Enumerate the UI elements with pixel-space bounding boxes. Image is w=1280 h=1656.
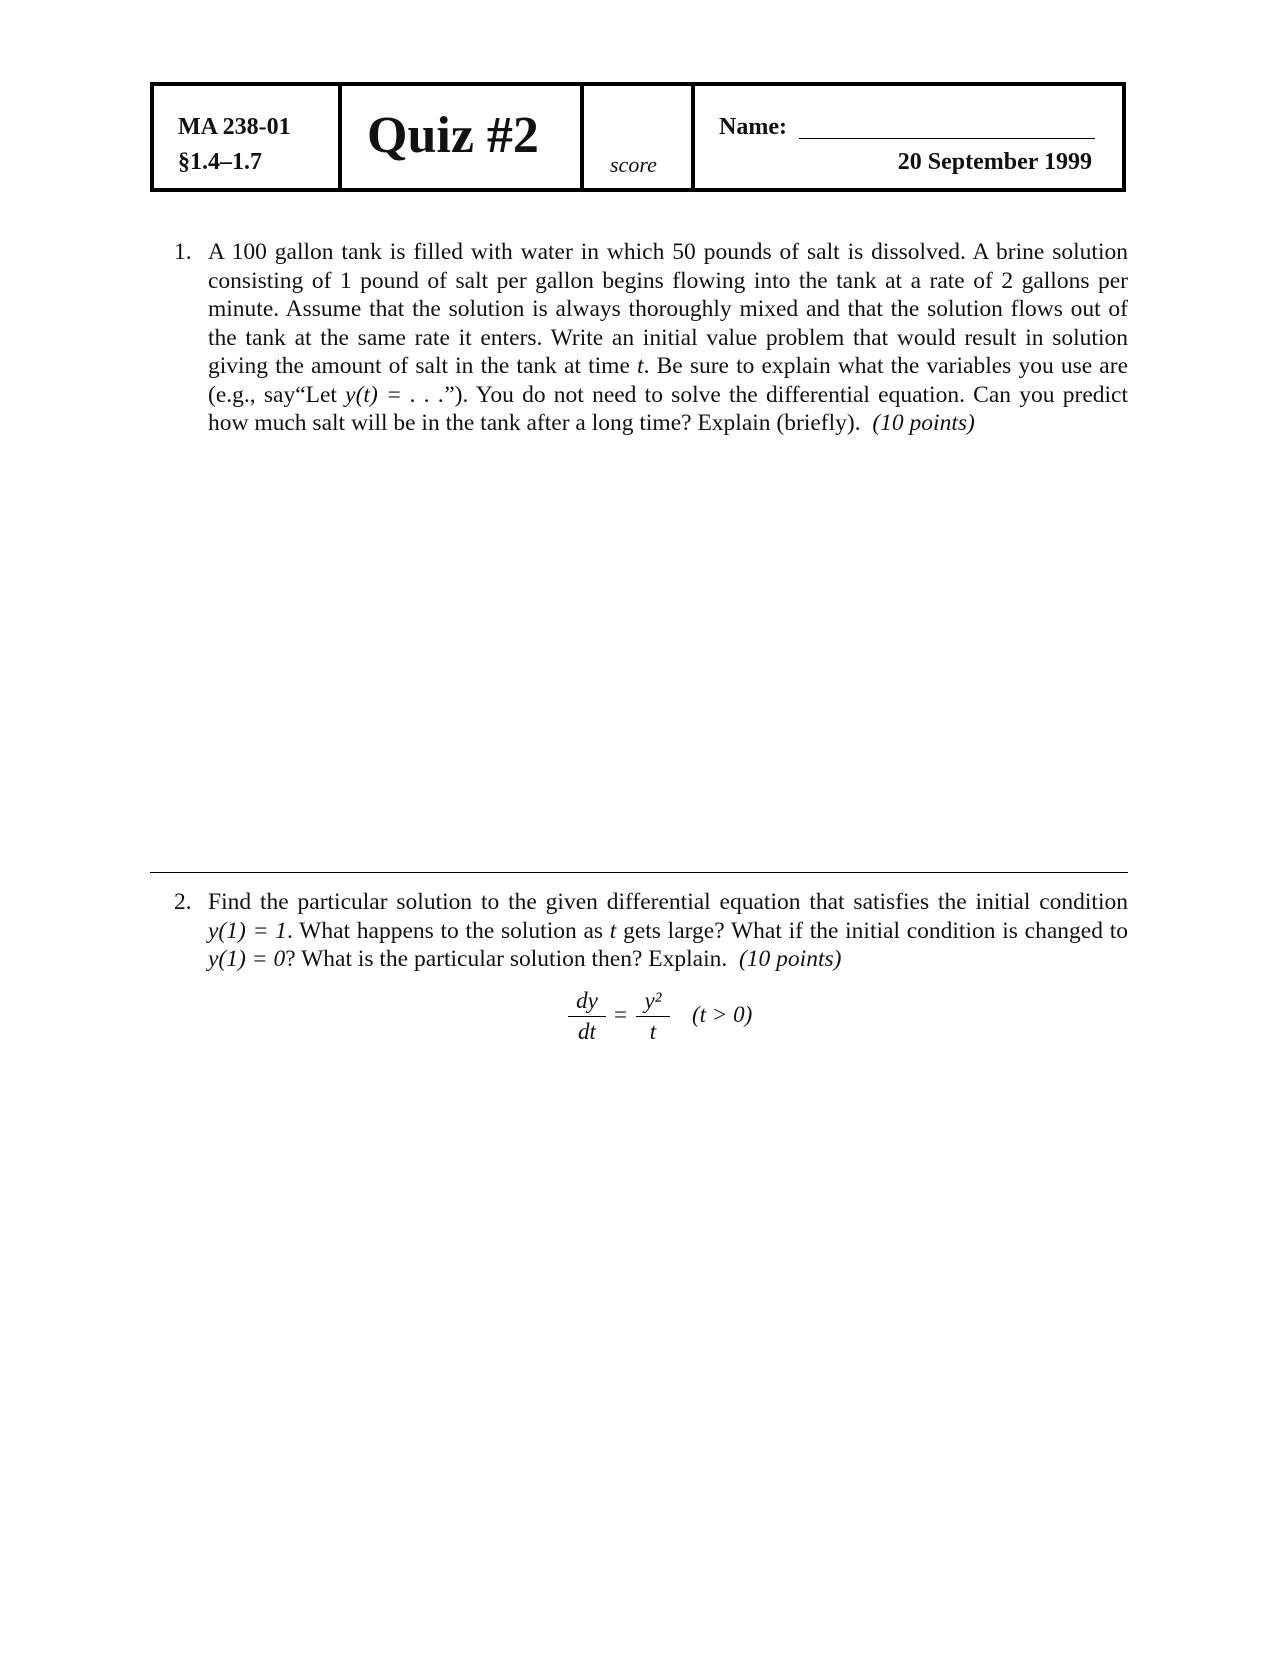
fraction-bar <box>568 1016 606 1017</box>
problem-text-part: ? What is the particular solution then? Explain. <box>285 946 728 972</box>
problem-divider <box>150 872 1128 873</box>
math-expression: y(1) = 0 <box>208 946 286 972</box>
score-label: score <box>610 152 657 177</box>
rhs-numerator: y² <box>644 988 662 1013</box>
problem-number: 2. <box>174 889 192 915</box>
problem-text-part: ”). You do not need to solve the differential equation. Can you predict how much salt will be in the tank after a long time? Explain (briefly). <box>208 381 1129 436</box>
quiz-header <box>150 82 1126 192</box>
title-cell <box>342 86 584 188</box>
problem-text-part: A 100 gallon tank is filled with water in which 50 pounds of salt is dissolved. A brine solution consisting of 1 pound of salt per gallon begins flowing into the tank at a rate of 2 gallons per minute. Assume that the solution is always thoroughly mixed and that the solution flows out of the tank at the same rate it enters. Write an initial value problem that would result in solution giving the amount of salt in the tank at time <box>208 239 1128 379</box>
problem-text-part: . Be sure to explain what the variables you use are (e.g., say“Let <box>208 353 1128 408</box>
points-label: (10 points) <box>738 946 842 972</box>
rhs-denominator: t <box>649 1019 657 1044</box>
lhs-numerator: dy <box>576 988 598 1013</box>
course-cell <box>154 86 342 188</box>
problem-number: 1. <box>174 239 192 265</box>
math-variable: t <box>637 353 644 379</box>
problem-1 <box>174 238 1128 438</box>
problem-text <box>208 888 1128 974</box>
quiz-date: 20 September 1999 <box>897 149 1092 175</box>
quiz-title: Quiz #2 <box>367 107 539 164</box>
rhs-fraction <box>636 988 670 1045</box>
math-expression: y(t) = . . . <box>345 381 445 408</box>
problem-text-part: Find the particular solution to the given differential equation that satisfies the initial condition <box>208 889 1128 915</box>
score-cell <box>584 86 695 188</box>
differential-equation <box>568 988 808 1048</box>
equals-sign: = <box>614 1002 627 1027</box>
name-date-cell <box>695 86 1122 188</box>
problem-2 <box>174 888 1128 974</box>
fraction-bar <box>636 1016 670 1017</box>
name-blank-line <box>799 138 1095 139</box>
domain-condition: (t > 0) <box>692 1002 753 1027</box>
problem-text <box>208 238 1128 438</box>
course-number: MA 238-01 <box>178 114 291 140</box>
points-label: (10 points) <box>872 410 975 436</box>
course-sections: §1.4–1.7 <box>178 149 262 175</box>
problem-text-part: . What happens to the solution as <box>286 917 610 944</box>
name-label: Name: <box>719 114 787 140</box>
lhs-denominator: dt <box>578 1019 596 1044</box>
math-expression: y(1) = 1 <box>208 917 287 944</box>
lhs-fraction <box>568 988 606 1045</box>
problem-text-part: gets large? What if the initial condition is changed to <box>616 917 1128 944</box>
math-variable: t <box>609 917 617 944</box>
